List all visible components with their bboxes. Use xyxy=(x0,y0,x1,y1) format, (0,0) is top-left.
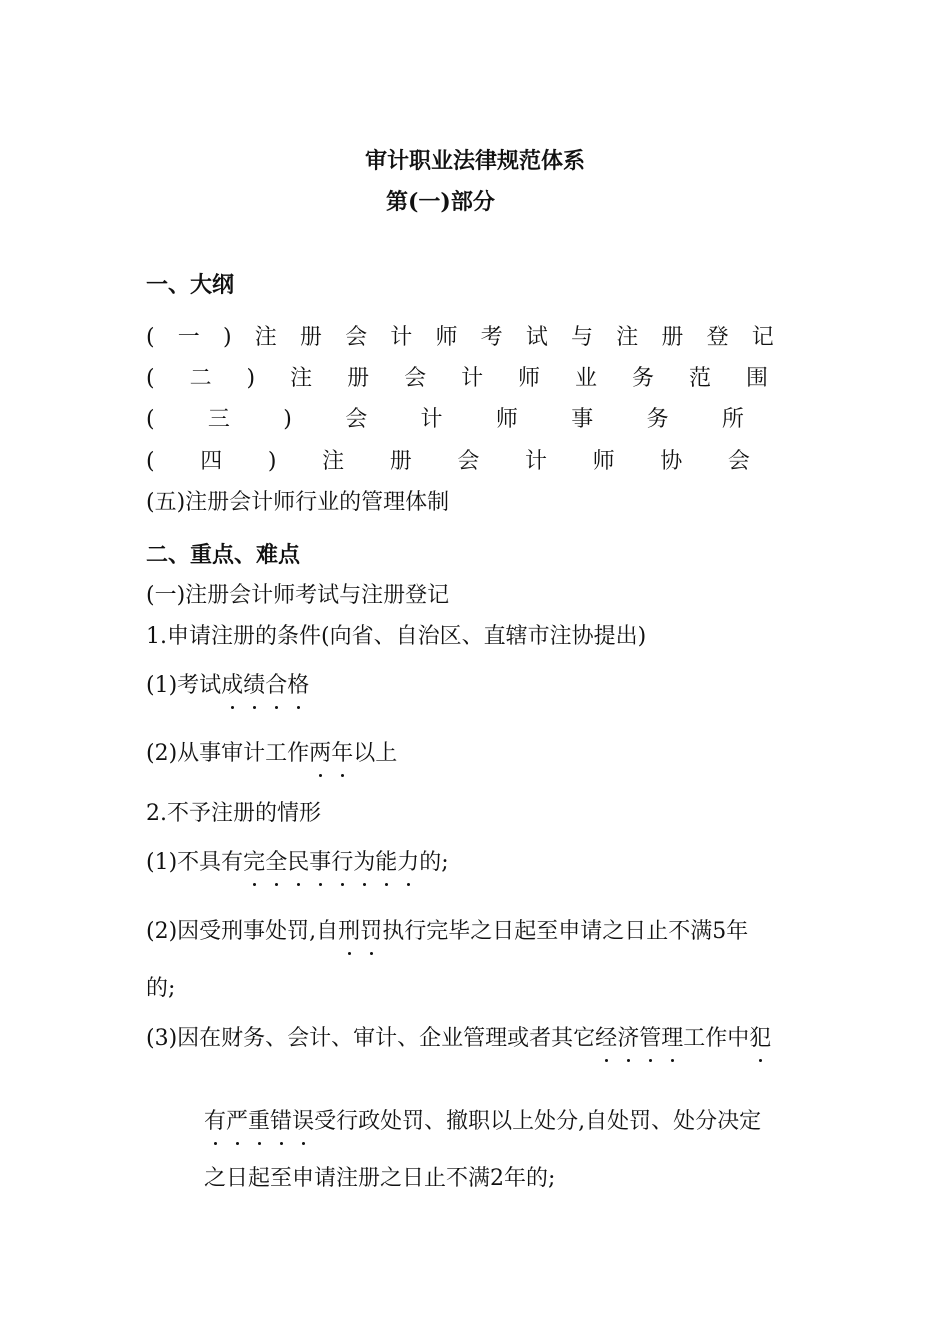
section-heading: (一)注册会计师考试与注册登记 xyxy=(146,583,450,608)
condition-item: (2)从事审计工作两年以上 xyxy=(146,739,397,769)
condition-item: (1)考试成绩合格 xyxy=(146,671,309,701)
emphasis-text: 刑罚 xyxy=(338,919,382,944)
emphasis-text: 成绩合格 xyxy=(221,673,309,698)
case-item-continuation: 有严重错误受行政处罚、撤职以上处分,自处罚、处分决定 xyxy=(204,1107,761,1137)
case-item: (3)因在财务、会计、审计、企业管理或者其它经济管理工作中犯 xyxy=(146,1024,771,1054)
not-register-title: 2.不予注册的情形 xyxy=(146,801,321,826)
emphasis-text: 经济管理 xyxy=(595,1026,683,1051)
document-title: 审计职业法律规范体系 xyxy=(364,148,585,174)
case-item-continuation: 之日起至申请注册之日止不满2年的; xyxy=(204,1166,556,1191)
emphasis-text: 犯 xyxy=(749,1026,771,1051)
case-item: (2)因受刑事处罚,自刑罚执行完毕之日起至申请之日止不满5年 xyxy=(146,917,748,947)
emphasis-text: 有严重错误 xyxy=(204,1109,314,1134)
outline-item: ( 二 ) 注 册 会 计 师 业 务 范 围 xyxy=(146,366,768,391)
outline-item: (五)注册会计师行业的管理体制 xyxy=(146,490,450,515)
conditions-title: 1.申请注册的条件(向省、自治区、直辖市注协提出) xyxy=(146,624,647,649)
outline-heading: 一、大纲 xyxy=(146,272,235,298)
case-item-continuation: 的; xyxy=(146,976,176,1001)
emphasis-text: 两年 xyxy=(309,741,353,766)
emphasis-text: 完全民事行为能力 xyxy=(243,850,419,875)
outline-item: ( 一 ) 注 册 会 计 师 考 试 与 注 册 登 记 xyxy=(146,325,774,350)
outline-item: ( 三 ) 会 计 师 事 务 所 xyxy=(146,407,744,432)
case-item: (1)不具有完全民事行为能力的; xyxy=(146,848,449,878)
outline-item: ( 四 ) 注 册 会 计 师 协 会 xyxy=(146,449,750,474)
document-subtitle: 第(一)部分 xyxy=(386,189,495,215)
key-points-heading: 二、重点、难点 xyxy=(146,542,301,568)
